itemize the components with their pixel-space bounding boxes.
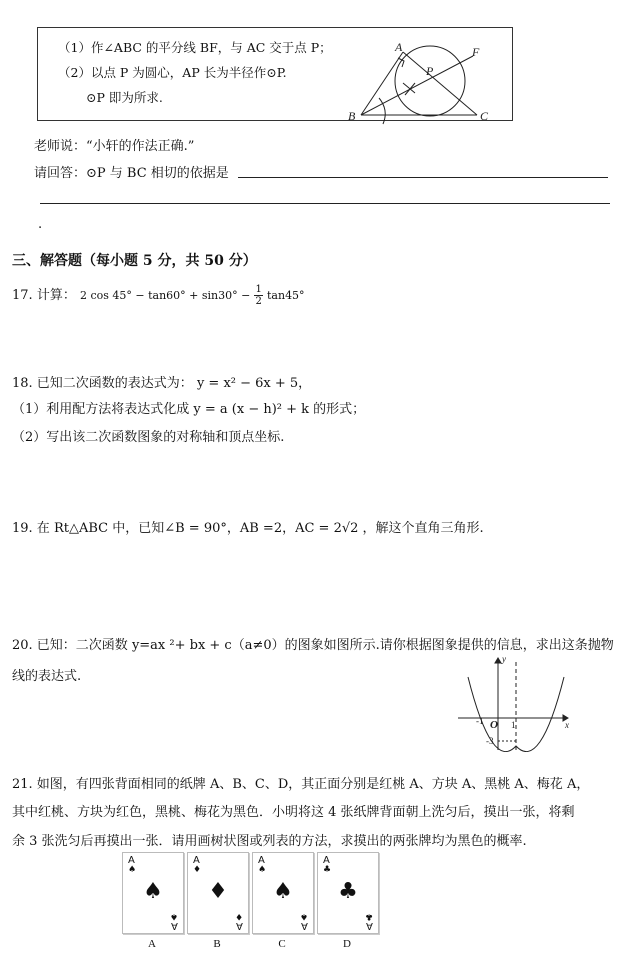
teacher-says: 老师说：“小轩的作法正确.” bbox=[34, 139, 195, 154]
diamond-icon: ♦ bbox=[193, 865, 202, 875]
card-rank: A bbox=[236, 920, 243, 931]
construction-step-3: ⊙P 即为所求. bbox=[86, 90, 163, 105]
graph-label-x: x bbox=[565, 720, 569, 730]
spade-icon: ♠ bbox=[128, 865, 137, 875]
label-b: B bbox=[348, 109, 356, 123]
card-rank: A bbox=[258, 855, 265, 866]
q17-text: 计算： bbox=[36, 288, 76, 303]
section-heading: 三、解答题（每小题 5 分，共 50 分） bbox=[12, 253, 257, 269]
card-label-d: D bbox=[343, 938, 351, 950]
card-a bbox=[122, 852, 184, 934]
spade-icon: ♠ bbox=[299, 911, 308, 921]
label-f: F bbox=[472, 45, 480, 59]
circle-p bbox=[395, 46, 465, 116]
spade-icon: ♠ bbox=[273, 879, 293, 904]
label-p: P bbox=[426, 64, 434, 78]
q17-number: 17. bbox=[12, 288, 33, 303]
card-label-a: A bbox=[148, 938, 156, 950]
card-rank: A bbox=[128, 855, 135, 866]
q17-fraction bbox=[254, 284, 262, 307]
q21-line-1: 21. 如图，有四张背面相同的纸牌 A、B、C、D，其正面分别是红桃 A、方块 A、黑桃 A、梅花 A， bbox=[12, 777, 590, 792]
graph-label-y: y bbox=[502, 654, 506, 664]
q18-line-1: 18. 已知二次函数的表达式为： y = x² − 6x + 5， bbox=[12, 376, 312, 391]
parabola-graph bbox=[456, 652, 576, 752]
geometry-figure bbox=[343, 38, 503, 126]
q17-frac-den: 2 bbox=[255, 296, 262, 307]
q17-frac-num: 1 bbox=[255, 284, 262, 295]
club-icon: ♣ bbox=[323, 865, 332, 875]
q18-line-2: （1）利用配方法将表达式化成 y = a (x − h)² + k 的形式； bbox=[12, 402, 366, 417]
answer-prompt: 请回答：⊙P 与 BC 相切的依据是 bbox=[34, 166, 229, 181]
arc-mark bbox=[379, 98, 385, 124]
answer-period: . bbox=[38, 217, 43, 232]
construction-step-1: （1）作∠ABC 的平分线 BF，与 AC 交于点 P； bbox=[58, 40, 332, 55]
q21-line-2: 其中红桃、方块为红色，黑桃、梅花为黑色．小明将这 4 张纸牌背面朝上洗匀后，摸出一张，将剩 bbox=[12, 805, 575, 820]
spade-icon: ♠ bbox=[258, 865, 267, 875]
card-rank: A bbox=[171, 920, 178, 931]
spade-icon: ♠ bbox=[169, 911, 178, 921]
answer-blank-line-1[interactable] bbox=[238, 177, 608, 178]
q20-line-2: 线的表达式. bbox=[12, 669, 82, 684]
diamond-icon: ♦ bbox=[234, 911, 243, 921]
y-axis-arrow bbox=[495, 658, 501, 663]
graph-label-neg1: -1 bbox=[476, 716, 484, 726]
construction-step-2: （2）以点 P 为圆心，AP 长为半径作⊙P. bbox=[58, 65, 287, 80]
card-b bbox=[187, 852, 249, 934]
q21-line-3: 余 3 张洗匀后再摸出一张．请用画树状图或列表的方法，求摸出的两张牌均为黑色的概率. bbox=[12, 834, 527, 849]
card-label-c: C bbox=[278, 938, 286, 950]
diamond-icon: ♦ bbox=[208, 879, 228, 904]
question-17 bbox=[12, 284, 305, 307]
card-rank: A bbox=[366, 920, 373, 931]
card-d bbox=[317, 852, 379, 934]
graph-label-1: 1 bbox=[511, 720, 516, 730]
segment-ab bbox=[361, 52, 403, 115]
q17-expr-left: 2 cos 45° − tan60° + sin30° − bbox=[79, 289, 251, 302]
q17-expr-right: tan45° bbox=[267, 289, 305, 302]
q19-line-1: 19. 在 Rt△ABC 中，已知∠B = 90°，AB =2，AC = 2√2 ，解这个直角三角形. bbox=[12, 521, 484, 536]
card-rank: A bbox=[301, 920, 308, 931]
club-icon: ♣ bbox=[364, 911, 373, 921]
label-c: C bbox=[480, 109, 489, 123]
graph-label-neg3: -3 bbox=[486, 736, 494, 746]
card-rank: A bbox=[323, 855, 330, 866]
bisector-bf bbox=[361, 56, 473, 115]
label-a: A bbox=[395, 40, 403, 54]
cross-mark-2 bbox=[405, 83, 415, 95]
card-label-b: B bbox=[213, 938, 221, 950]
q18-line-3: （2）写出该二次函数图象的对称轴和顶点坐标. bbox=[12, 430, 285, 445]
spade-icon: ♠ bbox=[143, 879, 163, 904]
graph-label-origin: O bbox=[490, 719, 498, 731]
q20-line-1: 20. 已知：二次函数 y=ax ²+ bx + c（a≠0）的图象如图所示.请你根据图象提供的信息，求出这条抛物 bbox=[12, 638, 614, 653]
club-icon: ♣ bbox=[338, 879, 358, 904]
card-rank: A bbox=[193, 855, 200, 866]
card-c bbox=[252, 852, 314, 934]
answer-blank-line-2[interactable] bbox=[40, 203, 610, 204]
